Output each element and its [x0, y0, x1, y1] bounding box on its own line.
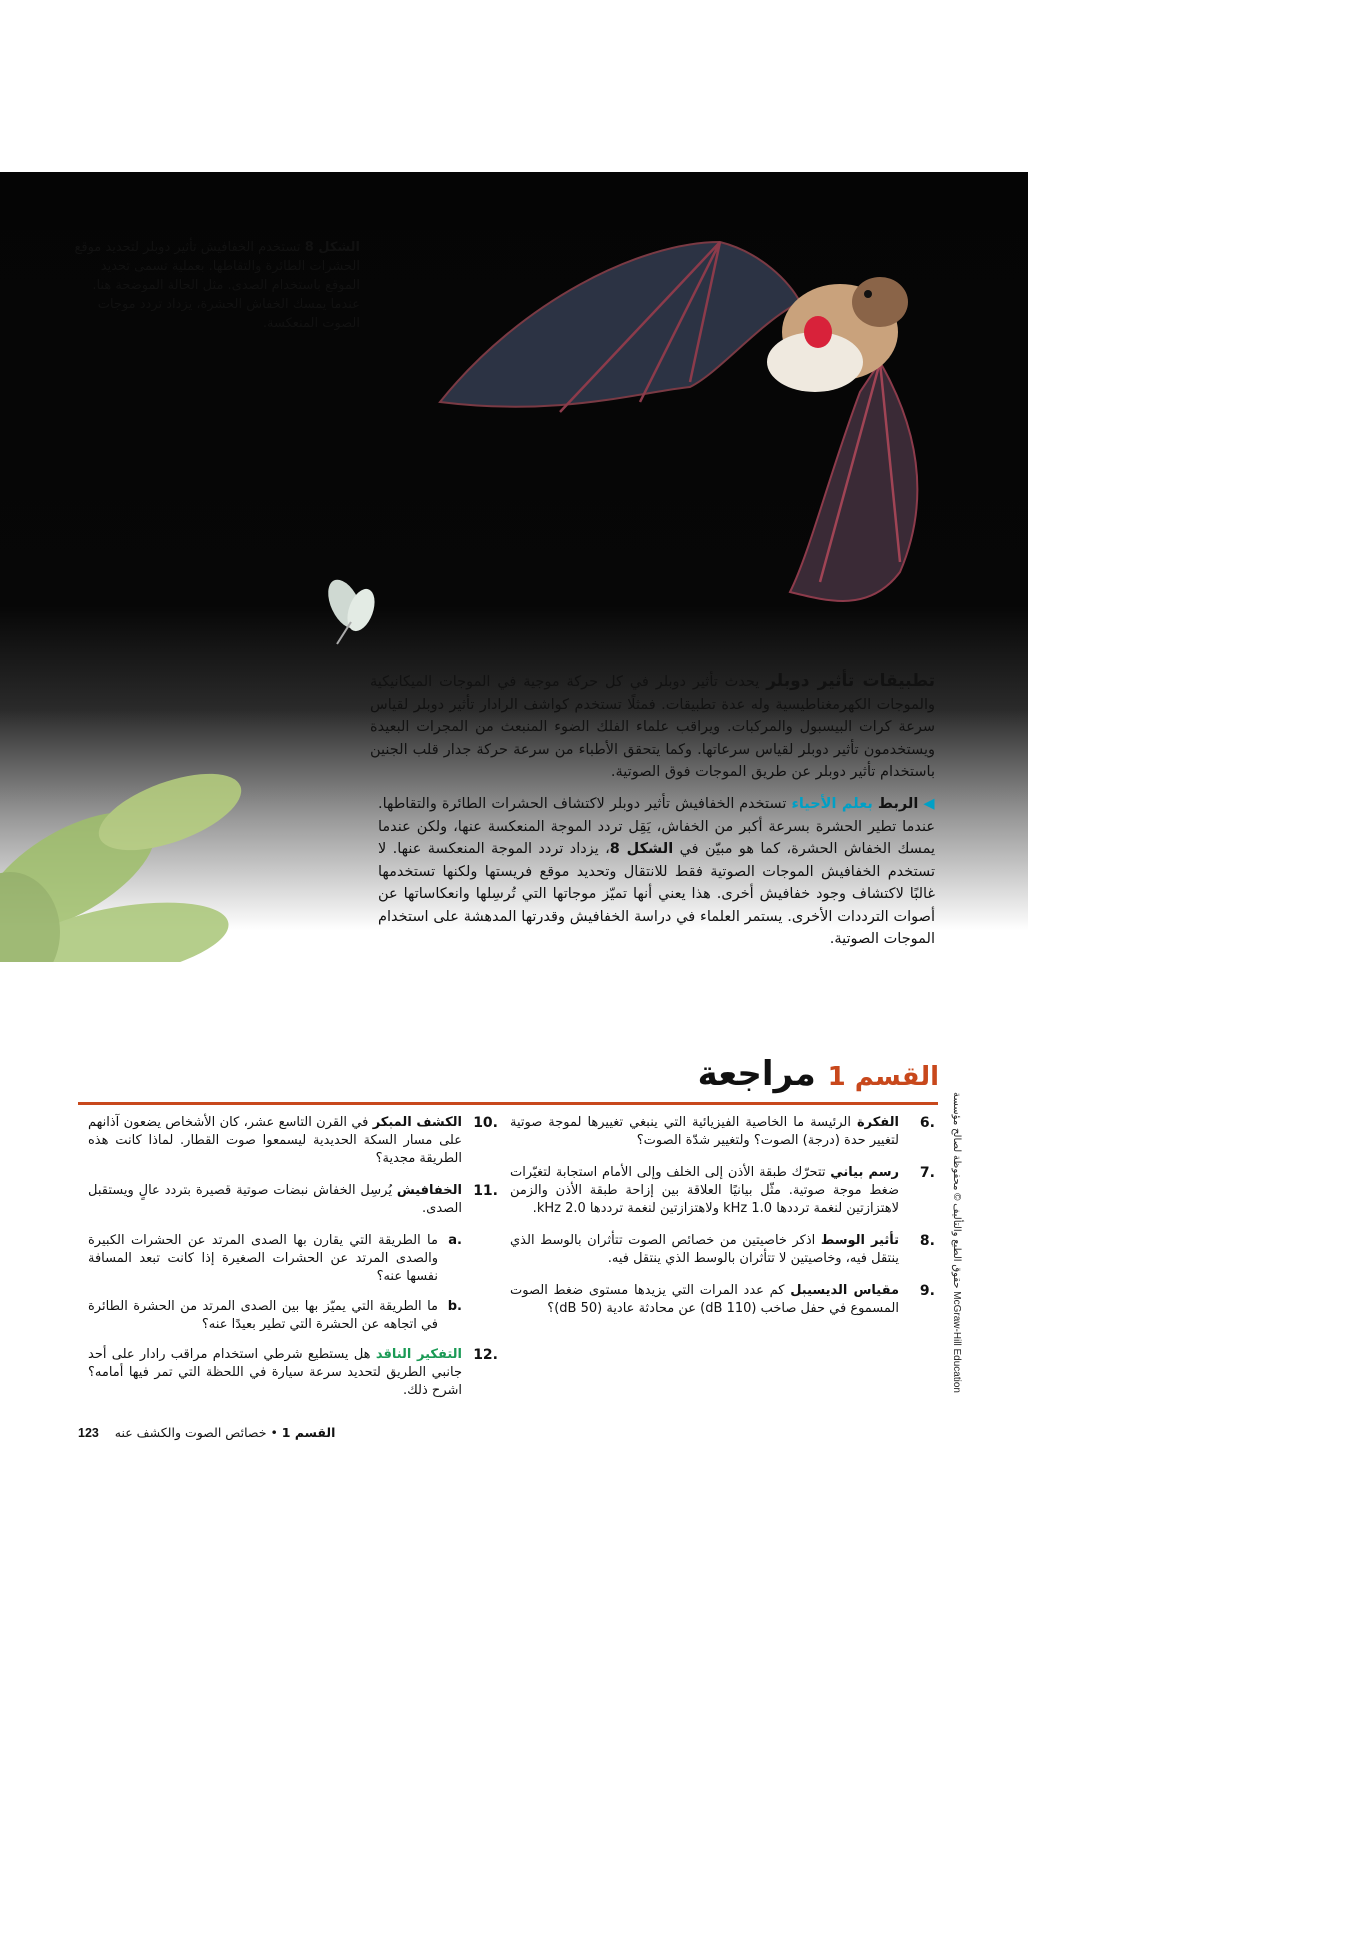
question-10 [88, 1114, 498, 1168]
figure-reference: الشكل 8 [609, 841, 674, 857]
page-footer [78, 1425, 335, 1440]
question-number: .9 [919, 1283, 935, 1299]
doppler-applications-heading: تطبيقات تأثير دوبلر [766, 671, 936, 691]
review-divider [78, 1102, 938, 1105]
question-text: في القرن التاسع عشر، كان الأشخاص يضعون آذانهم على مسار السكة الحديدية ليسمعوا صوت القطار. لماذا كانت هذه الطريقة مجدية؟ [88, 1115, 462, 1166]
doppler-applications-body: يحدث تأثير دوبلر في كل حركة موجية في الموجات الميكانيكية والموجات الكهرمغناطيسية وله عدة تطبيقات. فمثلًا تستخدم كواشف الرادار تأثير دوبلر لقياس سرعة كرات البيسبول والمركبات. ويراقب علماء الفلك الضوء المنبعث من المجرات البعيدة ويستخدمون تأثير دوبلر لقياس سرعاتها. وكما يتحقق الأطباء من سرعة حركة جدار قلب الجنين باستخدام تأثير دوبلر عن طريق الموجات فوق الصوتية. [370, 674, 935, 780]
footer-section: القسم 1 [281, 1425, 336, 1440]
caption-text: تستخدم الخفافيش تأثير دوبلر لتحديد موقع الحشرات الطائرة والتقاطها. بعملية تسمى تحديد الموقع باستخدام الصدى. مثل الحالة الموضحة هنا. عندما يمسك الخفاش الحشرة، يزداد تردد موجات الصوت المنعكسة. [74, 240, 360, 331]
biology-connection-paragraph [378, 793, 935, 951]
question-label: التفكير الناقد [375, 1347, 462, 1362]
question-label: الفكرة [856, 1115, 899, 1130]
question-text: تتحرّك طبقة الأذن إلى الخلف وإلى الأمام استجابة لتغيّرات ضغط موجة صوتية. مثّل بيانيًا العلاقة بين إزاحة طبقة الأذن والزمن لاهتزازتين لنغمة ترددها 1.0 kHz ولاهتزازتين لنغمة ترددها 2.0 kHz. [510, 1165, 899, 1216]
review-heading: مراجعة [697, 1054, 816, 1094]
question-11 [88, 1182, 498, 1218]
question-11a [88, 1232, 498, 1286]
question-number: .7 [919, 1165, 935, 1181]
question-9 [510, 1282, 935, 1318]
connection-arrow-icon: ◀ [923, 796, 935, 812]
bat [440, 242, 917, 601]
sub-question-text: ما الطريقة التي يقارن بها الصدى المرتد عن الحشرات الكبيرة والصدى المرتد عن الحشرات الصغيرة إذا كانت تبعد المسافة نفسها عنه؟ [88, 1233, 438, 1284]
question-8 [510, 1232, 935, 1268]
connection-body-2: ، يزداد تردد الموجة المنعكسة عنها. لا تستخدم الخفافيش الموجات الصوتية فقط للانتقال وتحديد موقع فريستها ولكنها تستخدمها غالبًا لاكتشاف وجود خفافيش أخرى. هذا يعني أنها تميّز موجاتها التي تُرسِلها وانعكاساتها عن أصوات الترددات الأخرى. يستمر العلماء في دراسة الخفافيش وقدرتها المدهشة على استخدام الموجات الصوتية. [378, 841, 935, 947]
question-label: الكشف المبكر [372, 1115, 463, 1130]
review-left-column [88, 1114, 498, 1414]
question-12 [88, 1346, 498, 1400]
review-right-column [510, 1114, 935, 1332]
question-number: .10 [473, 1115, 498, 1131]
copyright-text: حقوق الطبع والتأليف © محفوظة لصالح مؤسسة McGraw-Hill Education [951, 1092, 962, 1393]
sub-question-text: ما الطريقة التي يميّز بها بين الصدى المرتد من الحشرة الطائرة في اتجاهه عن الحشرة التي تطير بعيدًا عنه؟ [88, 1299, 438, 1332]
question-number: .11 [473, 1183, 498, 1199]
question-label: الخفافيش [396, 1183, 462, 1198]
question-number: .8 [919, 1233, 935, 1249]
review-section-label: القسم 1 [827, 1062, 939, 1092]
question-text: كم عدد المرات التي يزيدها مستوى ضغط الصوت المسموع في حفل صاخب (110 dB) عن محادثة عادية (50 dB)؟ [510, 1283, 899, 1316]
review-title [698, 1052, 939, 1099]
sub-question-letter: .b [447, 1299, 462, 1314]
connection-label: الربط [877, 796, 919, 812]
question-6 [510, 1114, 935, 1150]
page-number: 123 [78, 1426, 99, 1440]
footer-chapter: خصائص الصوت والكشف عنه [114, 1425, 267, 1440]
question-label: مقياس الديسيبل [790, 1283, 900, 1298]
sub-question-letter: .a [448, 1233, 462, 1248]
question-label: رسم بياني [830, 1165, 899, 1180]
question-number: .6 [919, 1115, 935, 1131]
question-text: هل يستطيع شرطي استخدام مراقب رادار على أحد جانبي الطريق لتحديد سرعة سيارة في اللحظة التي تمر فيها أمامه؟ اشرح ذلك. [88, 1347, 462, 1398]
question-11b [88, 1298, 498, 1334]
connection-subject: بعلم الأحياء [791, 796, 873, 812]
connection-body-1: تستخدم الخفافيش تأثير دوبلر لاكتشاف الحشرات الطائرة والتقاطها. عندما تطير الحشرة بسرعة أكبر من الخفاش، يَقِل تردد الموجة المنعكسة عنها، ولكن عندما يمسك الخفاش الحشرة، كما هو مبيّن في [378, 796, 936, 857]
question-label: تأثير الوسط [820, 1233, 899, 1248]
moth [321, 575, 379, 644]
question-number: .12 [473, 1347, 498, 1363]
figure-caption [70, 238, 360, 333]
question-text: الرئيسة ما الخاصية الفيزيائية التي ينبغي تغييرها لموجة صوتية لتغيير حدة (درجة) الصوت؟ ولتغيير شدّة الصوت؟ [510, 1115, 899, 1148]
question-text: يُرسِل الخفاش نبضات صوتية قصيرة بتردد عالٍ ويستقبل الصدى. [88, 1183, 462, 1216]
caption-label: الشكل 8 [304, 240, 360, 255]
question-7 [510, 1164, 935, 1218]
doppler-applications-paragraph [370, 670, 935, 784]
question-text: اذكر خاصيتين من خصائص الصوت تتأثران بالوسط الذي ينتقل فيه، وخاصيتين لا تتأثران بالوسط الذي ينتقل فيه. [510, 1233, 899, 1266]
copyright-notice [950, 1092, 974, 1392]
footer-bullet: • [270, 1425, 278, 1440]
leaves [0, 758, 251, 962]
